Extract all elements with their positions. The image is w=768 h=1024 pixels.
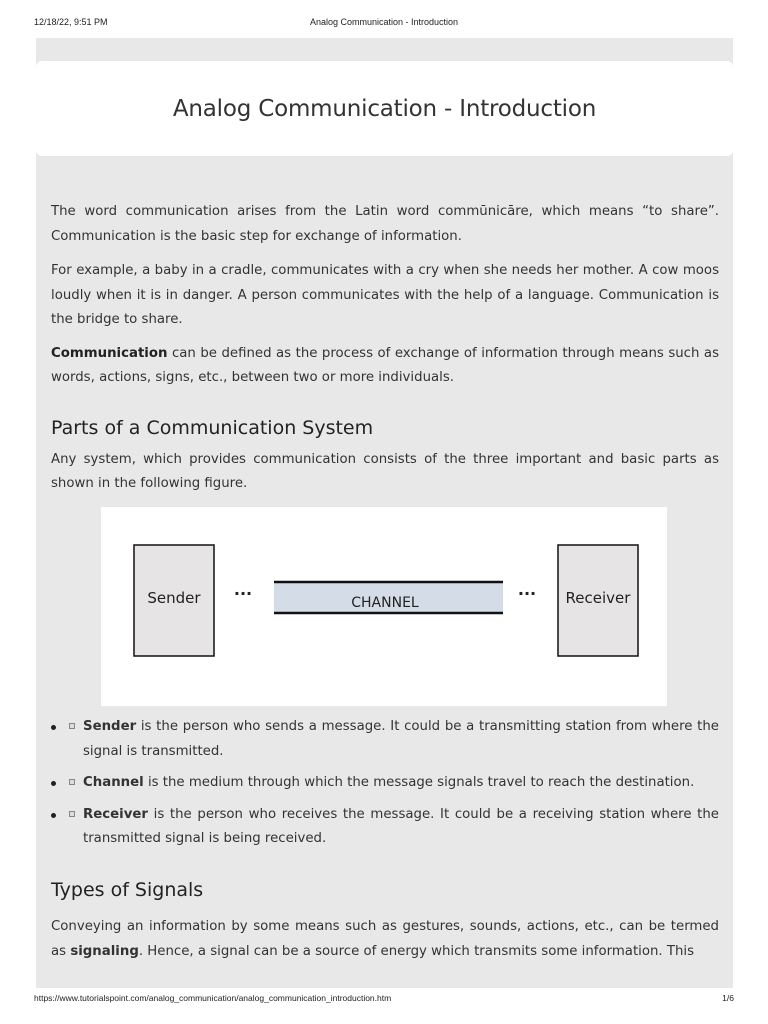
intro-paragraph-2: For example, a baby in a cradle, communicates with a cry when she needs her mother. A cow moos loudly when it is in danger. A person communicates with the help of a language. Communication is the bridge to share.: [51, 263, 719, 327]
communication-definition: can be defined as the process of exchange of information through means such as words, actions, signs, etc., between two or more individuals.: [51, 345, 719, 385]
bullet-icon: [69, 811, 75, 817]
list-item-term: Sender: [83, 719, 137, 734]
intro-paragraph-1: The word communication arises from the Latin word commūnicāre, which means “to share”. Communication is the basic step for exchange of information.: [51, 204, 719, 244]
list-item: [51, 803, 719, 852]
sender-label: Sender: [147, 589, 201, 607]
signals-text-after: . Hence, a signal can be a source of energy which transmits some information. This: [138, 943, 695, 959]
bullet-dot: [51, 781, 56, 786]
parts-list: [51, 715, 719, 859]
bullet-icon: [69, 779, 75, 785]
print-header: [0, 17, 768, 31]
list-item-desc: is the person who sends a message. It could be a transmitting station from where the signal is transmitted.: [83, 719, 719, 759]
list-item-desc: is the person who receives the message. It could be a receiving station where the transmitted signal is being received.: [83, 806, 719, 846]
print-datetime: 12/18/22, 9:51 PM: [34, 17, 108, 27]
figure-diagram: [101, 507, 667, 706]
intro-paragraph-3: [51, 342, 719, 391]
list-item: [51, 715, 719, 764]
print-title: Analog Communication - Introduction: [309, 17, 459, 27]
bullet-icon: [69, 723, 75, 729]
communication-system-figure: [101, 507, 667, 706]
parts-paragraph: Any system, which provides communication consists of the three important and basic parts as shown in the following figure.: [51, 451, 719, 491]
dots-left: ···: [233, 584, 253, 603]
signaling-term: signaling: [70, 943, 139, 959]
parts-heading: Parts of a Communication System: [51, 416, 374, 439]
intro-content: [51, 200, 719, 506]
list-item-term: Channel: [83, 775, 144, 790]
signals-text-before: Conveying an information by some means such as gestures, sounds, actions, etc., can be termed as: [51, 919, 719, 959]
receiver-label: Receiver: [565, 589, 631, 607]
title-card: [36, 61, 733, 156]
list-item: [51, 771, 719, 796]
channel-label: CHANNEL: [351, 595, 419, 611]
print-footer: [0, 993, 768, 1007]
dots-right: ···: [517, 584, 537, 603]
list-item-term: Receiver: [83, 806, 148, 822]
print-url: https://www.tutorialspoint.com/analog_communication/analog_communication_introduction.htm: [34, 993, 392, 1003]
bullet-dot: [51, 813, 56, 818]
page-number: 1/6: [722, 993, 734, 1003]
page-title: Analog Communication - Introduction: [172, 95, 597, 122]
signals-heading: Types of Signals: [51, 879, 204, 901]
bullet-dot: [51, 725, 56, 730]
signals-section: [51, 876, 719, 964]
communication-term: Communication: [51, 345, 168, 361]
signals-paragraph: [51, 915, 719, 964]
list-item-desc: is the medium through which the message signals travel to reach the destination.: [143, 775, 695, 790]
